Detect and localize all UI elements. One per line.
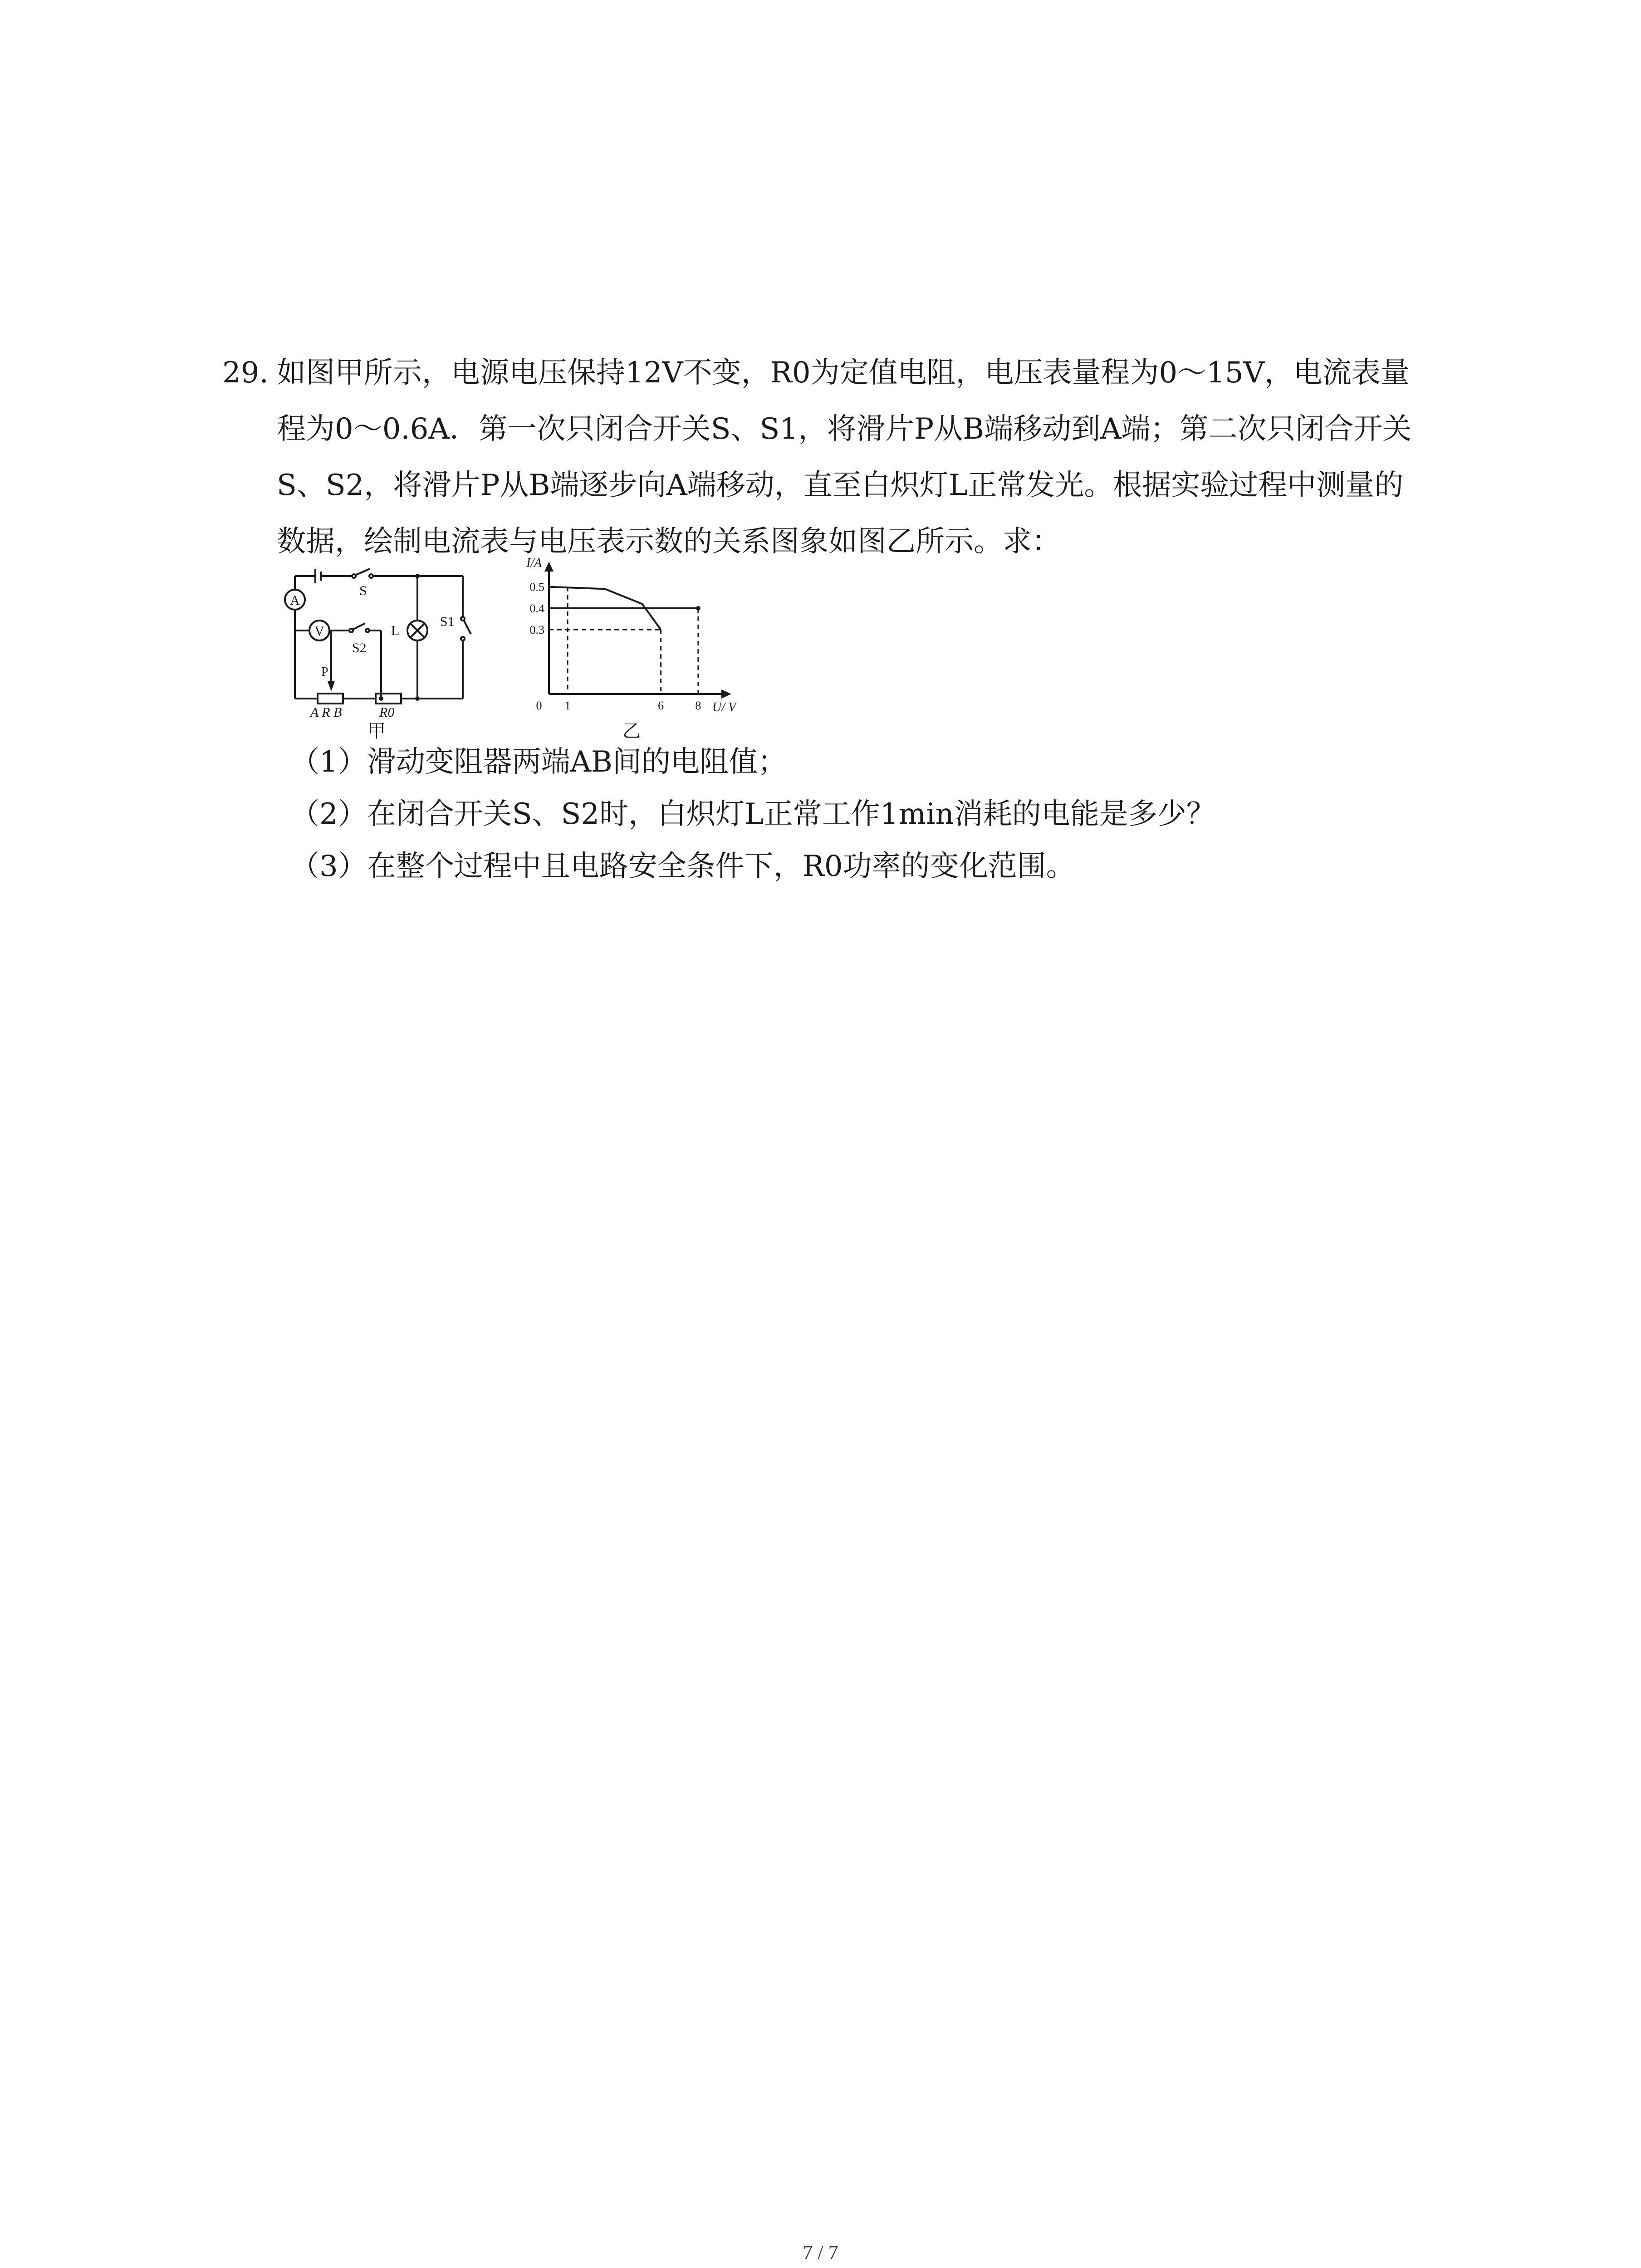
- rheostat-label: A R B: [310, 705, 342, 717]
- voltmeter-label: V: [314, 624, 324, 639]
- lamp-label: L: [391, 623, 400, 638]
- x-tick-label: 8: [695, 699, 701, 712]
- resistor-label: R0: [379, 705, 395, 717]
- problem-line-1: 如图甲所示，电源电压保持12V不变，R0为定值电阻，电压表量程为0～15V，电流表量: [277, 356, 1410, 390]
- x-tick-label: 0: [536, 699, 542, 712]
- figures: [272, 558, 753, 742]
- y-axis-label: I/A: [526, 558, 542, 570]
- question-2: （2）在闭合开关S、S2时，白炽灯L正常工作1min消耗的电能是多少？: [290, 797, 1215, 831]
- switch-s-label: S: [359, 583, 367, 598]
- series-flat-end: [696, 606, 700, 611]
- problem-29: [222, 345, 1447, 570]
- switch-s2-label: S2: [352, 640, 367, 655]
- page-number: 7 / 7: [803, 2241, 838, 2263]
- switch-s1-label: S1: [440, 614, 455, 629]
- problem-line-4: 数据，绘制电流表与电压表示数的关系图象如图乙所示。求：: [277, 525, 1061, 558]
- iu-graph: [499, 558, 753, 721]
- x-axis-label: U/ V: [712, 700, 736, 714]
- graph-caption: 乙: [622, 721, 641, 742]
- problem-line-2: 程为0～0.6A．第一次只闭合开关S、S1，将滑片P从B端移动到A端；第二次只闭合开关: [277, 412, 1412, 446]
- question-1: （1）滑动变阻器两端AB间的电阻值；: [290, 745, 787, 779]
- x-tick-label: 6: [658, 699, 664, 712]
- circuit-caption: 甲: [367, 721, 386, 742]
- ammeter-label: A: [290, 593, 300, 608]
- y-tick-label: 0.3: [529, 623, 544, 637]
- slider-label: P: [321, 665, 328, 679]
- x-tick-label: 1: [564, 699, 571, 712]
- circuit-diagram: [272, 562, 481, 717]
- y-tick-label: 0.4: [529, 601, 544, 615]
- question-3: （3）在整个过程中且电路安全条件下，R0功率的变化范围。: [290, 850, 1075, 883]
- problem-line-3: S、S2，将滑片P从B端逐步向A端移动，直至白炽灯L正常发光。根据实验过程中测量的: [277, 469, 1404, 502]
- problem-number: 29.: [222, 356, 269, 390]
- y-tick-label: 0.5: [529, 580, 544, 594]
